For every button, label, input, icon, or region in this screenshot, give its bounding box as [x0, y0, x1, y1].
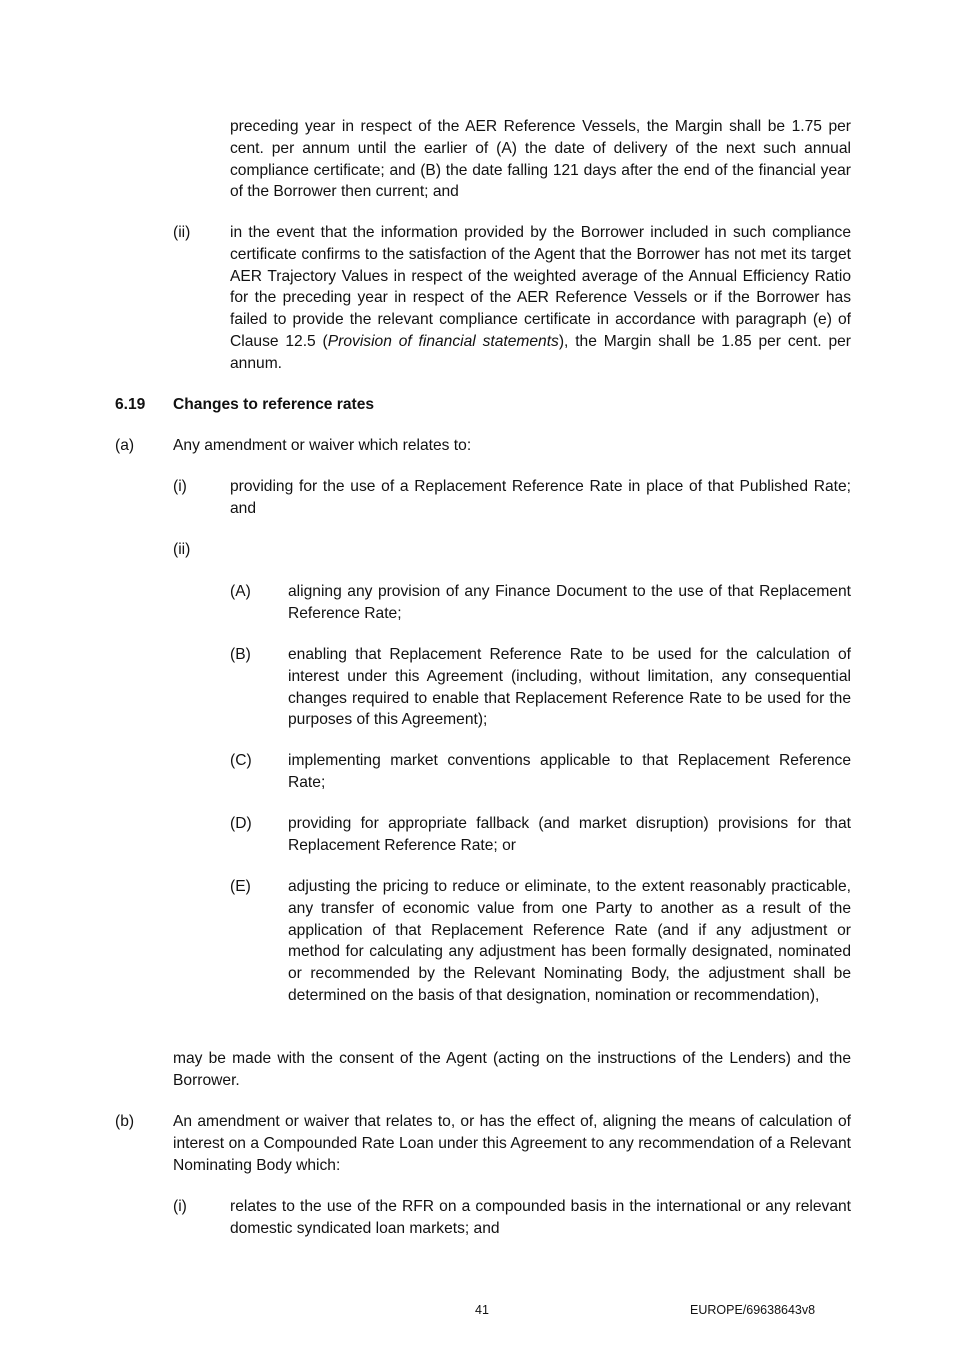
item-a-i-text: providing for the use of a Replacement Reference Rate in place of that Published Rate; and: [230, 478, 851, 517]
item-A-label: (A): [230, 583, 251, 600]
item-D-text: providing for appropriate fallback (and market disruption) provisions for that Replacement Reference Rate; or: [288, 815, 851, 854]
item-E-label: (E): [230, 878, 251, 895]
item-b-i-label: (i): [173, 1198, 187, 1215]
section-number: 6.19: [115, 396, 146, 413]
item-ii-text: [230, 222, 851, 375]
item-A-text: aligning any provision of any Finance Document to the use of that Replacement Reference Rate;: [288, 583, 851, 622]
item-b-i-text: relates to the use of the RFR on a compounded basis in the international or any relevant domestic syndicated loan markets; and: [230, 1198, 851, 1237]
item-ii-text-part2: ), the Margin shall be 1.85 per cent. per annum.: [230, 332, 851, 372]
item-E-text: adjusting the pricing to reduce or eliminate, to the extent reasonably practicable, any transfer of economic value from one Party to another as a result of the application of that Replacement Reference Rate (and if any adjustment or method for calculating any adjustment has been formally designated, nominated or recommended by the Relevant Nominating Body, the adjustment shall be determined on the basis of that designation, nomination or recommendation),: [288, 878, 851, 1004]
item-a-label: (a): [115, 437, 135, 454]
item-b-text: An amendment or waiver that relates to, or has the effect of, aligning the means of calculation of interest on a Compounded Rate Loan under this Agreement to any recommendation of a Relevant Nominating Body which:: [173, 1113, 851, 1174]
section-title: Changes to reference rates: [173, 396, 375, 413]
item-C-text: implementing market conventions applicable to that Replacement Reference Rate;: [288, 752, 851, 791]
item-a-ii-label: (ii): [173, 541, 191, 558]
consent-paragraph: may be made with the consent of the Agent (acting on the instructions of the Lenders) and the Borrower.: [173, 1050, 851, 1089]
item-a-i-label: (i): [173, 478, 187, 495]
item-a-text: Any amendment or waiver which relates to:: [173, 437, 472, 454]
item-ii-text-italic: Provision of financial statements: [327, 332, 559, 350]
page-number: 41: [475, 1303, 489, 1317]
paragraph-continuation: preceding year in respect of the AER Reference Vessels, the Margin shall be 1.75 per cent. per annum until the earlier of (A) the date of delivery of the next such annual compliance certificate; and (B) the date falling 121 days after the end of the financial year of the Borrower then current; and: [230, 118, 851, 201]
item-C-label: (C): [230, 752, 252, 769]
item-B-text: enabling that Replacement Reference Rate to be used for the calculation of interest under this Agreement (including, without limitation, any consequential changes required to enable that Replacement Reference Rate to be used for the purposes of this Agreement);: [288, 646, 851, 729]
item-ii-label: (ii): [173, 224, 191, 241]
item-D-label: (D): [230, 815, 252, 832]
item-b-label: (b): [115, 1113, 135, 1130]
item-ii-text-part1: in the event that the information provided by the Borrower included in such compliance certificate confirms to the satisfaction of the Agent that the Borrower has not met its target AER Trajectory Values in respect of the weighted average of the Annual Efficiency Ratio for the preceding year in respect of the AER Reference Vessels or if the Borrower has failed to provide the relevant compliance certificate in accordance with paragraph (e) of Clause 12.5 (: [230, 224, 851, 350]
item-B-label: (B): [230, 646, 251, 663]
document-reference: EUROPE/69638643v8: [690, 1303, 816, 1317]
